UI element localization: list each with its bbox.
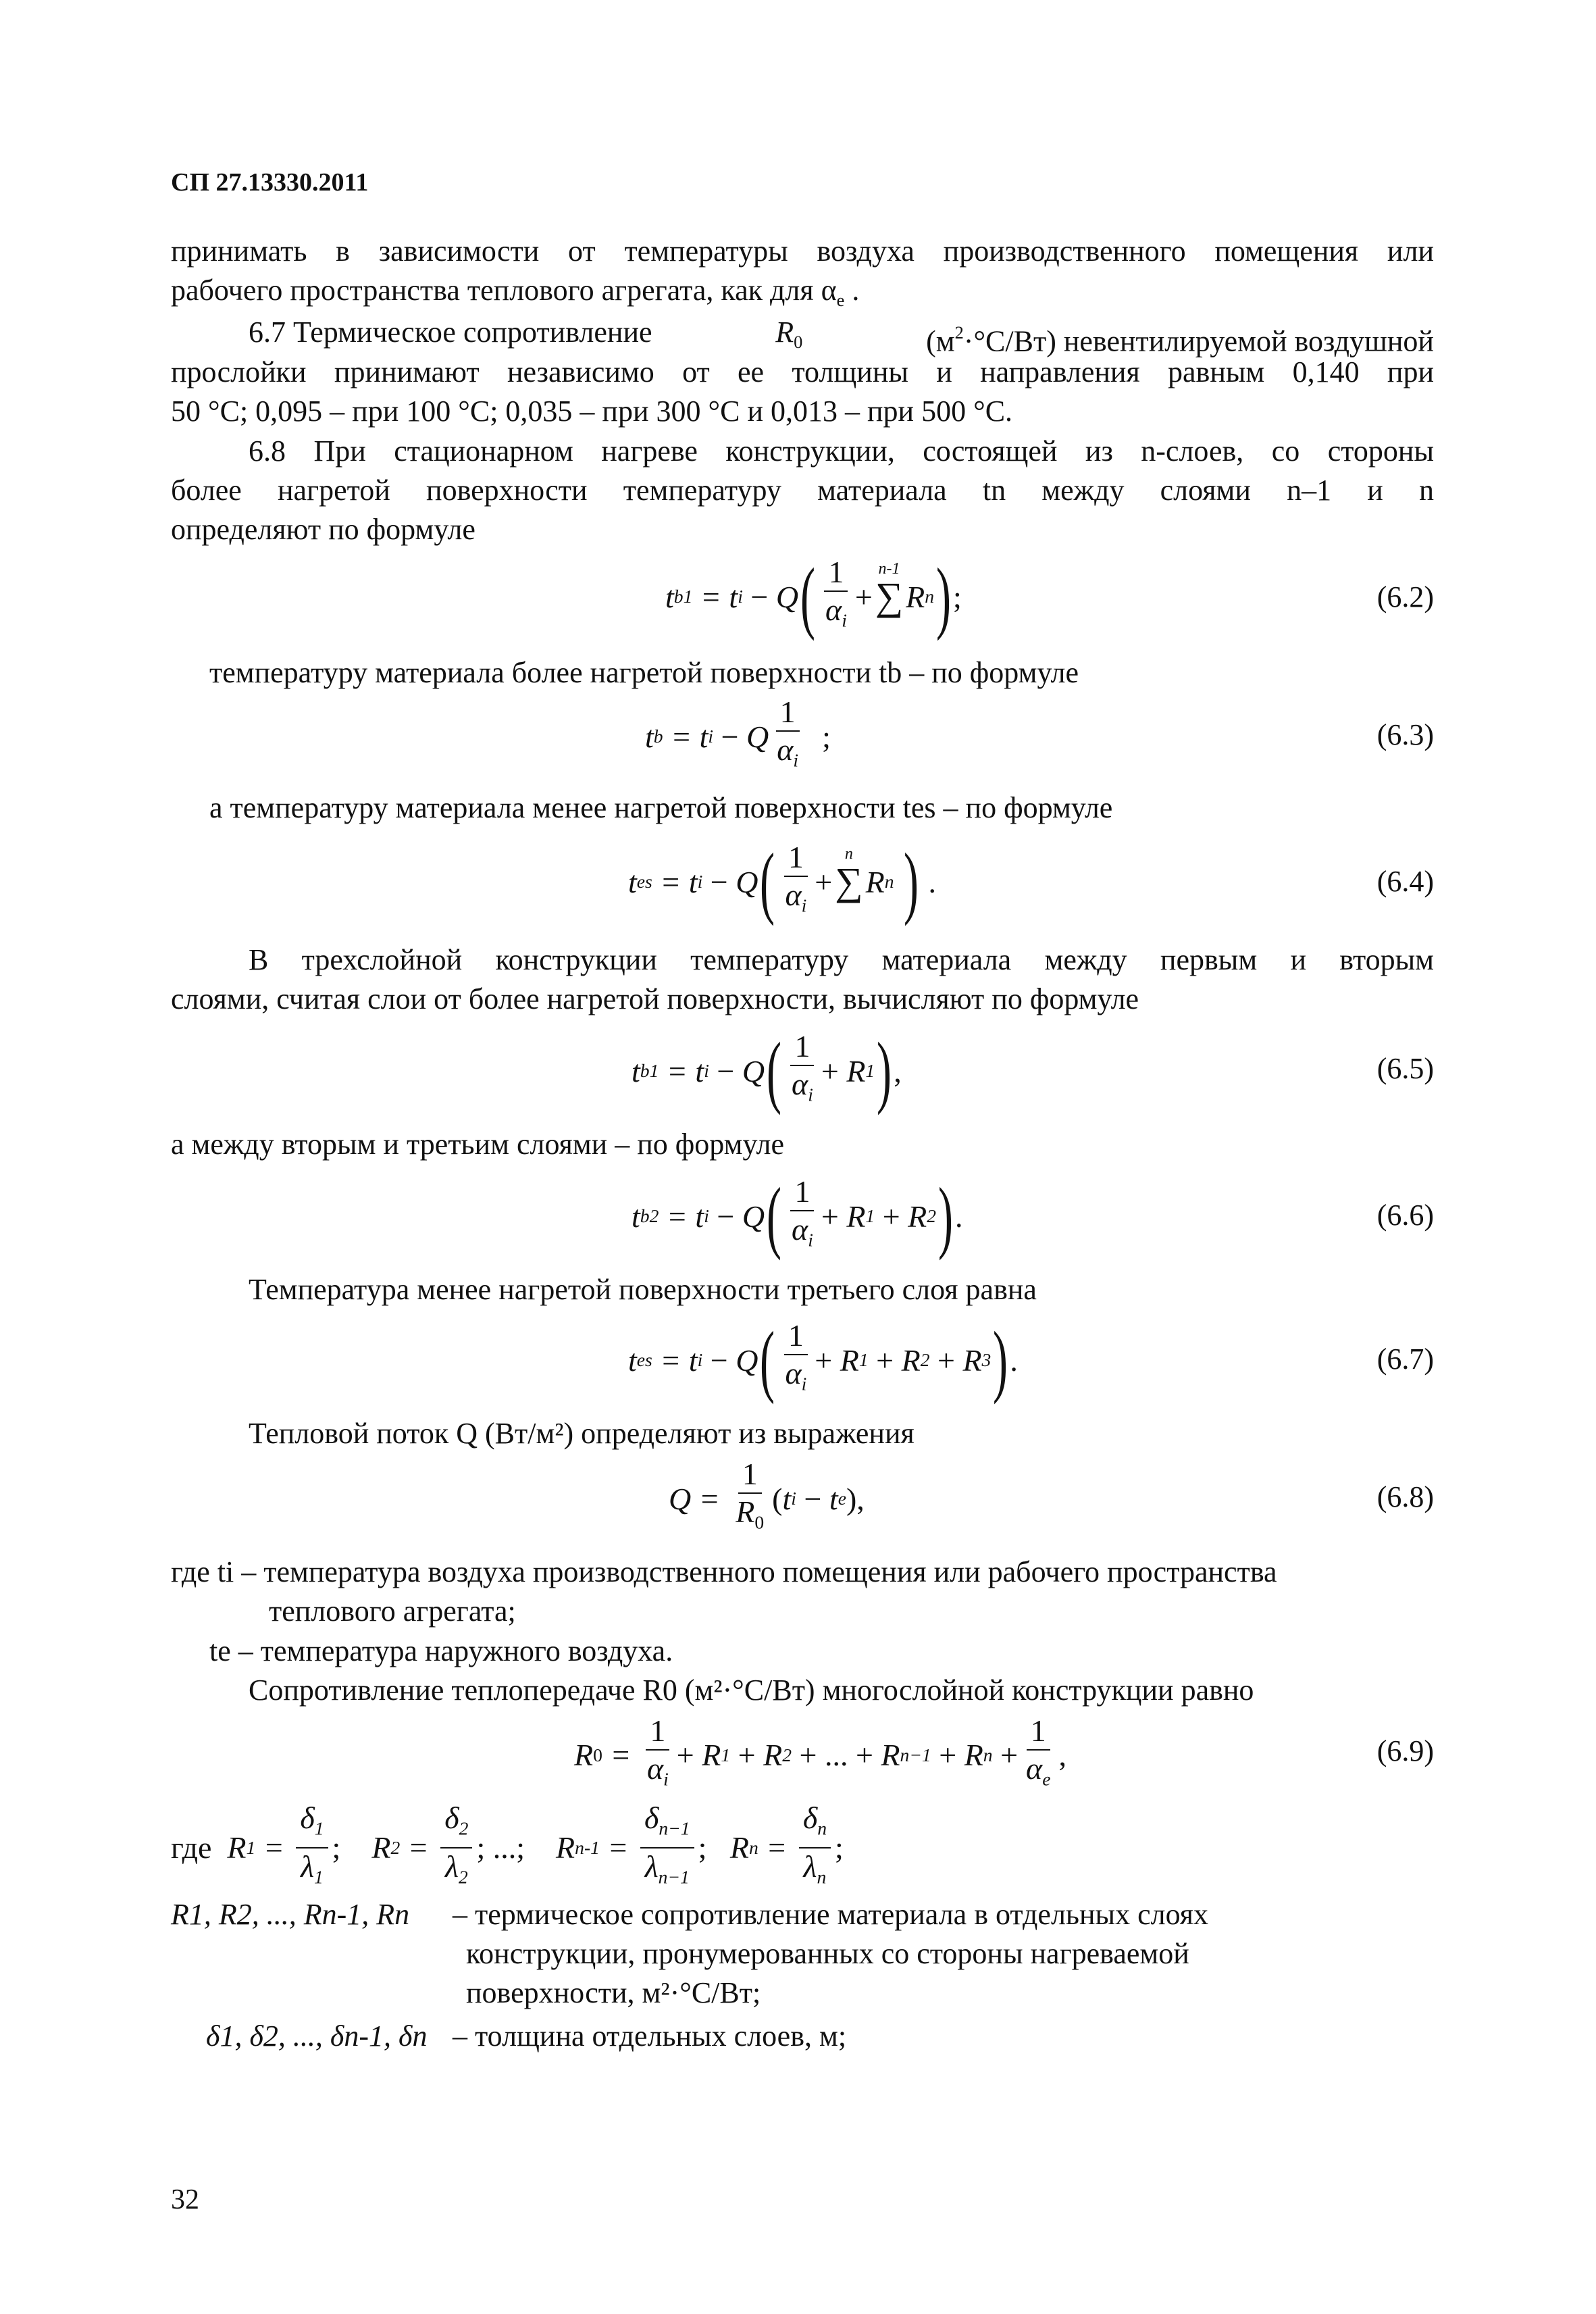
text-line: определяют по формуле xyxy=(171,513,475,546)
equation-number: (6.4) xyxy=(1376,865,1434,898)
text-line: Сопротивление теплопередаче R0 (м²·°С/Вт) многослойной конструкции равно xyxy=(249,1674,1254,1707)
equation-number: (6.2) xyxy=(1376,580,1434,613)
equation-number: (6.9) xyxy=(1376,1734,1434,1767)
text-line: принимать в зависимости от температуры воздуха производственного помещения или xyxy=(171,234,1434,268)
text-line: а температуру материала менее нагретой поверхности tes – по формуле xyxy=(209,791,1113,824)
text-line: а между вторым и третьим слоями – по формуле xyxy=(171,1128,785,1161)
equation-number: (6.5) xyxy=(1376,1052,1434,1085)
page-number: 32 xyxy=(171,2184,199,2215)
equation-number: (6.8) xyxy=(1376,1480,1434,1513)
text-line: Температура менее нагретой поверхности третьего слоя равна xyxy=(249,1273,1037,1306)
text-line: поверхности, м²·°С/Вт; xyxy=(466,1976,761,2009)
formula-6-8: Q = $\frac{1}{R_0}$ ( t i − t e ), xyxy=(669,1457,865,1533)
text-line: 50 °С; 0,095 – при 100 °С; 0,035 – при 300 °С и 0,013 – при 500 °С. xyxy=(171,395,1013,428)
equation-number: (6.6) xyxy=(1376,1199,1434,1232)
text-line: 6.8 При стационарном нагреве конструкции, состоящей из n-слоев, со стороны xyxy=(249,434,1434,468)
text-line: – термическое сопротивление материала в отдельных слоях xyxy=(453,1898,1208,1931)
definition-term: R1, R2, ..., Rn-1, Rn xyxy=(171,1898,410,1931)
formula-6-2: t b1 = t i − Q ( $\frac{1}{\alpha_i}$ + n-1 ∑ R n ) ; xyxy=(665,551,962,641)
text-line: температуру материала более нагретой поверхности tb – по формуле xyxy=(209,656,1079,689)
text-line: слоями, считая слои от более нагретой поверхности, вычисляют по формуле xyxy=(171,982,1139,1015)
text-line: более нагретой поверхности температуру материала tn между слоями n–1 и n xyxy=(171,474,1434,507)
formula-6-9: R 0 = $\frac{1}{\alpha_i}$ + R 1 + R 2 + ... + R n−1 + R n + $\frac{1}{\alpha_e}$ , xyxy=(574,1713,1066,1790)
text-line: рабочего пространства теплового агрегата, как для $\alpha_e$ . xyxy=(171,274,860,311)
text-line: В трехслойной конструкции температуру материала между первым и вторым xyxy=(249,943,1434,976)
formula-6-3: t b = t i − Q $\frac{1}{\alpha_i}$ ; xyxy=(645,695,831,771)
equation-number: (6.7) xyxy=(1376,1342,1434,1376)
text-line: где ti – температура воздуха производственного помещения или рабочего пространства xyxy=(171,1555,1277,1588)
formula-6-7: t es = t i − Q ( $\frac{1}{\alpha_i}$ + R 1 + R 2 + R 3 ) . xyxy=(628,1315,1018,1405)
text-line: Тепловой поток Q (Вт/м²) определяют из выражения xyxy=(249,1417,915,1450)
formula-layer-resistances: где R 1 = $\frac{\delta_1}{\lambda_1}$ ; R 2 = $\frac{\delta_2}{\lambda_2}$ ; ...; R n-1 = $\frac{\delta_{n-1}}{\lambda_{n-1}}$ ; R n = $\frac{\delta_n}{\lambda_n}$ ; xyxy=(171,1800,844,1888)
formula-6-5: t b1 = t i − Q ( $\frac{1}{\alpha_i}$ + R 1 ) , xyxy=(632,1026,902,1115)
text-line: теплового агрегата; xyxy=(269,1594,516,1628)
text-line: te – температура наружного воздуха. xyxy=(209,1634,673,1667)
text-line: конструкции, пронумерованных со стороны нагреваемой xyxy=(466,1937,1189,1970)
definition-term: δ1, δ2, ..., δn-1, δn xyxy=(206,2019,428,2053)
text-line: прослойки принимают независимо от ее толщины и направления равным 0,140 при xyxy=(171,355,1434,388)
text-line: – толщина отдельных слоев, м; xyxy=(453,2019,847,2053)
formula-6-6: t b2 = t i − Q ( $\frac{1}{\alpha_i}$ + R 1 + R 2 ) . xyxy=(632,1171,963,1261)
document-code-header: СП 27.13330.2011 xyxy=(171,168,369,197)
equation-number: (6.3) xyxy=(1376,718,1434,751)
text-line: 6.7 Термическое сопротивление $R_0$ $(м^2\cdot^\circ С/Вт)$ невентилируемой воздушной xyxy=(249,316,1434,358)
formula-6-4: t es = t i − Q ( $\frac{1}{\alpha_i}$ + n ∑ R n ) . xyxy=(628,836,936,926)
